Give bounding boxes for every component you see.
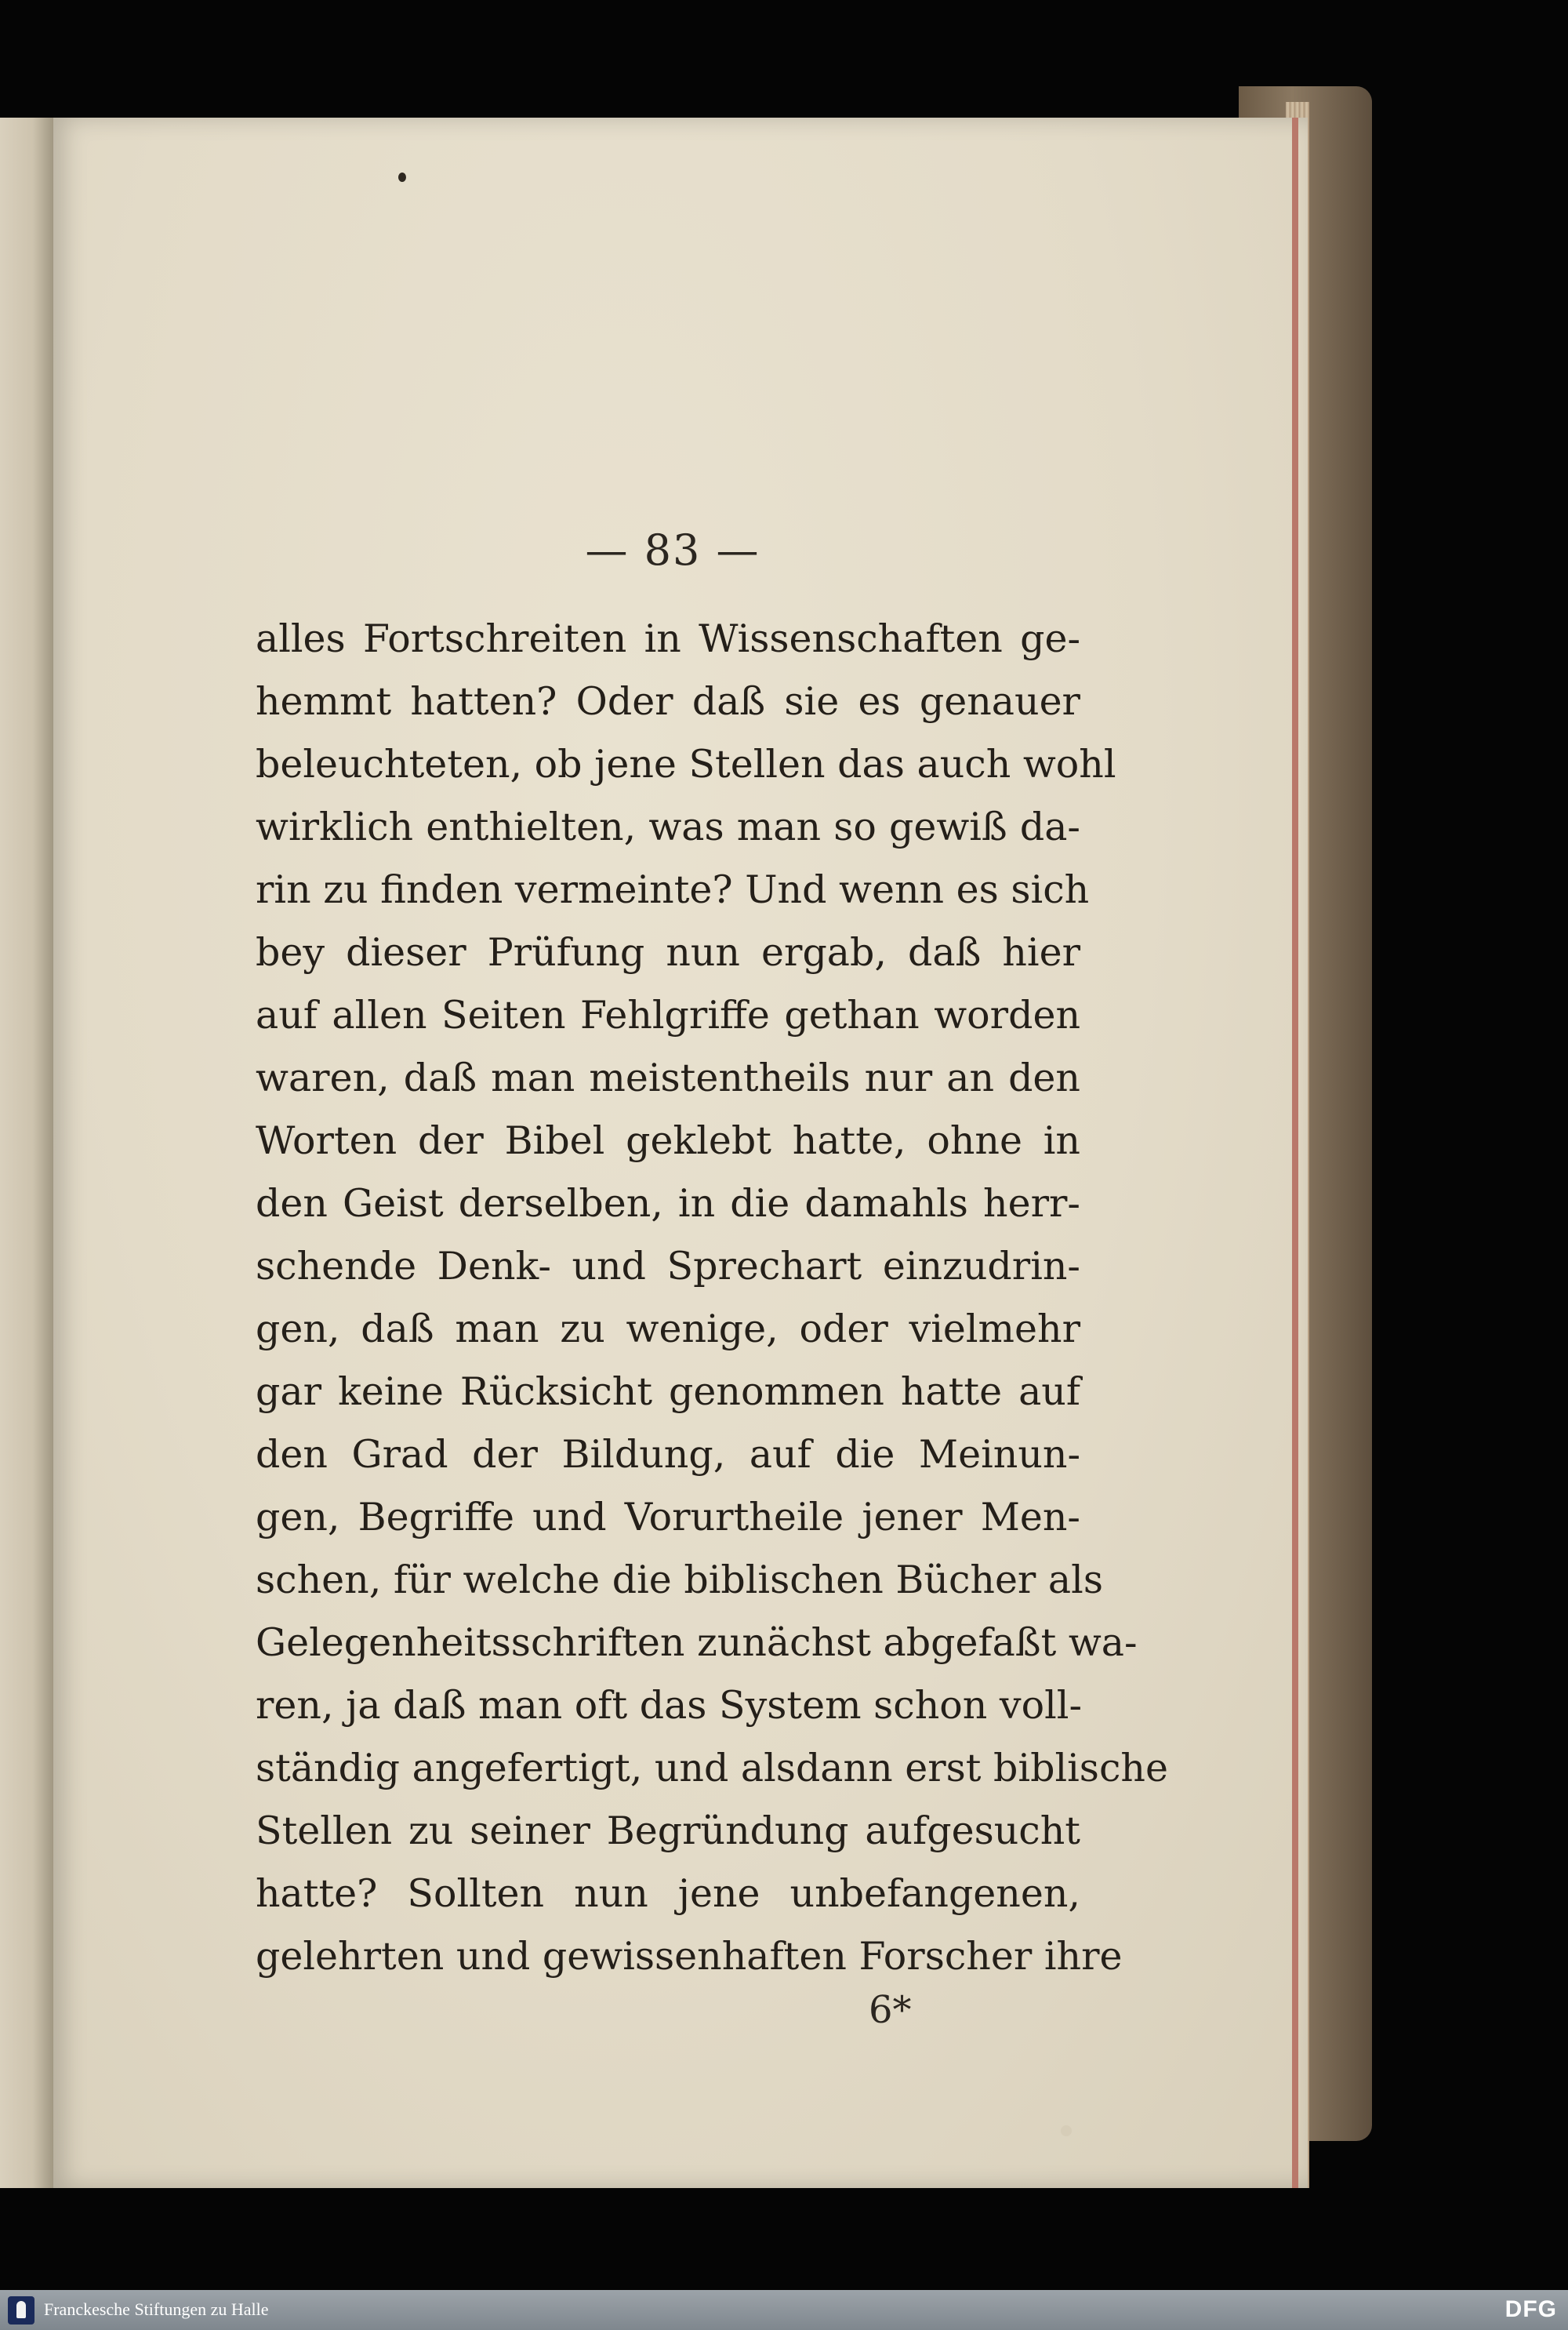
- left-page-edge: [0, 118, 55, 2188]
- text-line: gen, daß man zu wenige, oder vielmehr: [256, 1307, 1080, 1351]
- institution-label: Franckesche Stiftungen zu Halle: [44, 2299, 269, 2319]
- text-line: gar keine Rücksicht genommen hatte auf: [256, 1369, 1080, 1414]
- text-line: wirklich enthielten, was man so gewiß da-: [256, 805, 1080, 849]
- text-line: ständig angefertigt, und alsdann erst biblische: [256, 1746, 1168, 1790]
- text-line: rin zu finden vermeinte? Und wenn es sich: [256, 867, 1090, 912]
- text-line: ren, ja daß man oft das System schon voll-: [256, 1683, 1083, 1728]
- dfg-logo: DFG: [1504, 2296, 1557, 2322]
- text-line: Stellen zu seiner Begründung aufgesucht: [256, 1808, 1080, 1853]
- body-text: [256, 608, 1168, 1988]
- text-line: Worten der Bibel geklebt hatte, ohne in: [256, 1118, 1080, 1163]
- text-line: gelehrten und gewissenhaften Forscher ihre: [256, 1934, 1123, 1979]
- text-line: den Grad der Bildung, auf die Meinun-: [256, 1432, 1080, 1477]
- text-line: auf allen Seiten Fehlgriffe gethan worden: [256, 993, 1080, 1038]
- book-page: [53, 118, 1308, 2188]
- ink-speck: [398, 173, 406, 182]
- text-line: waren, daß man meistentheils nur an den: [256, 1056, 1080, 1100]
- institution-logo-icon: [8, 2296, 34, 2325]
- text-line: gen, Begriffe und Vorurtheile jener Men-: [256, 1495, 1080, 1539]
- text-line: bey dieser Prüfung nun ergab, daß hier: [256, 930, 1080, 975]
- text-line: beleuchteten, ob jene Stellen das auch wohl: [256, 742, 1116, 787]
- text-line: den Geist derselben, in die damahls herr-: [256, 1181, 1080, 1226]
- footer-bar: [0, 2290, 1568, 2330]
- paper-spot: [1061, 2125, 1072, 2136]
- page-number: — 83 —: [585, 525, 760, 575]
- text-line: Gelegenheitsschriften zunächst abgefaßt wa-: [256, 1620, 1138, 1665]
- text-line: schende Denk- und Sprechart einzudrin-: [256, 1244, 1080, 1289]
- signature-mark: 6*: [869, 1988, 912, 2032]
- text-line: alles Fortschreiten in Wissenschaften ge-: [256, 616, 1080, 661]
- text-line: hemmt hatten? Oder daß sie es genauer: [256, 679, 1080, 724]
- text-line: schen, für welche die biblischen Bücher als: [256, 1558, 1103, 1602]
- page-red-edge: [1292, 118, 1298, 2188]
- text-line: hatte? Sollten nun jene unbefangenen,: [256, 1871, 1080, 1916]
